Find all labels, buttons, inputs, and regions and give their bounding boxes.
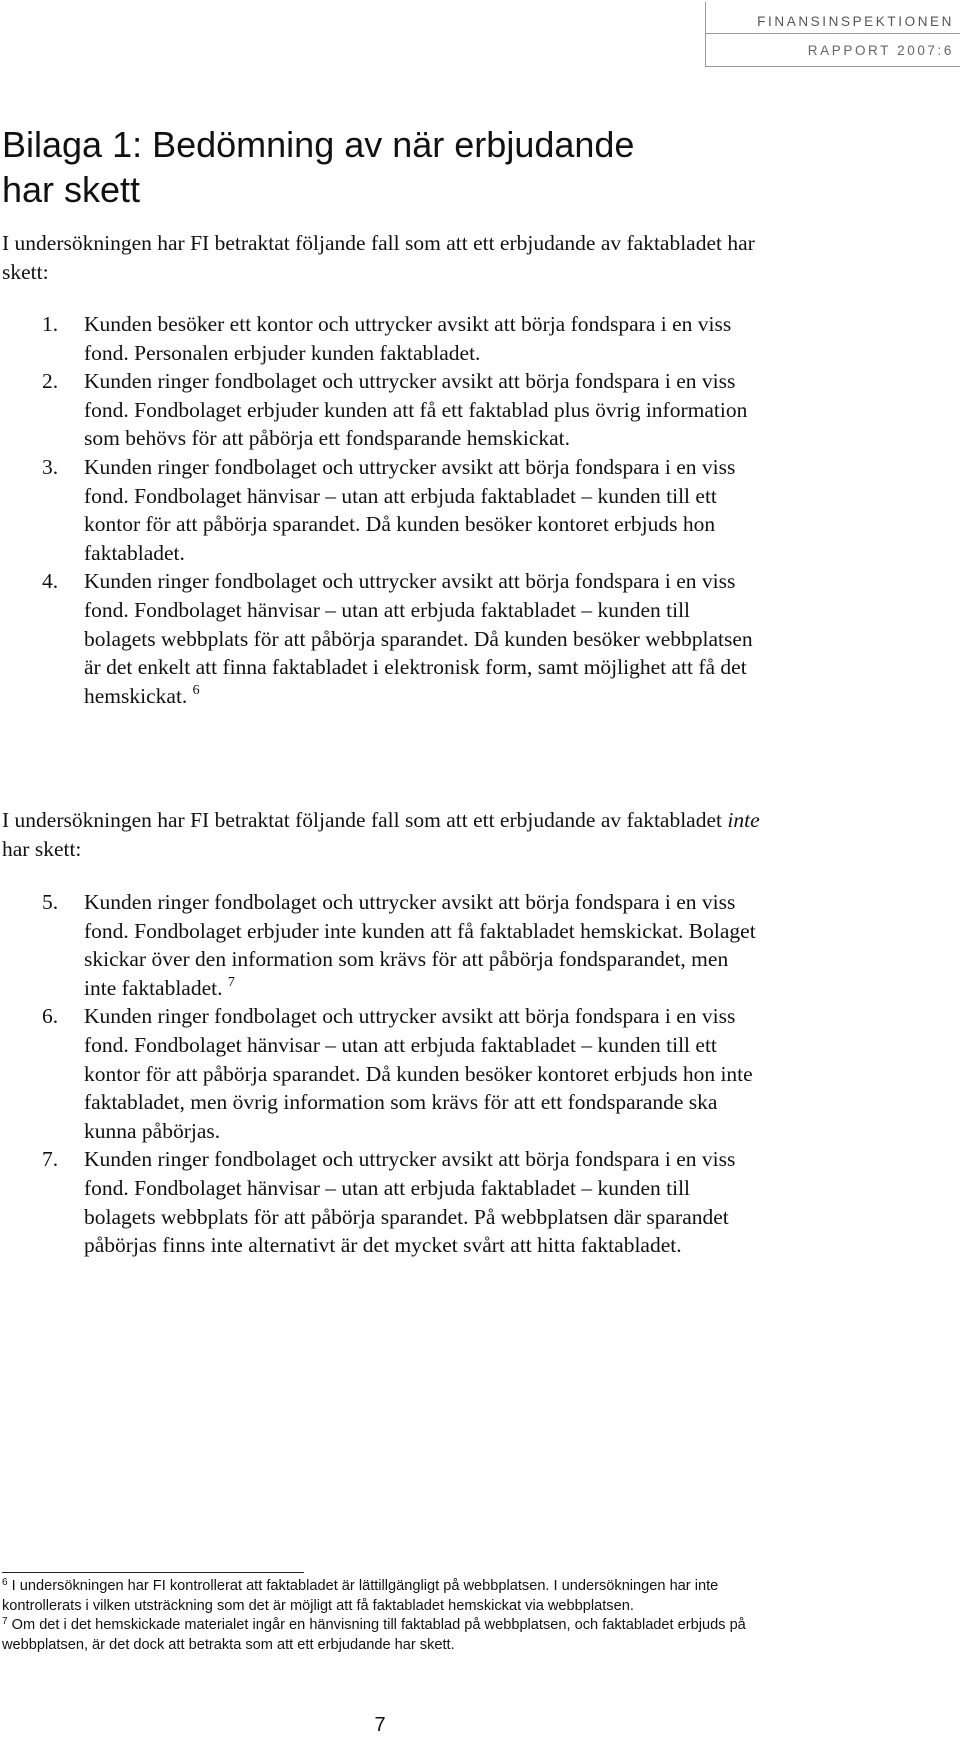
list-item-text: Kunden ringer fondbolaget och uttrycker avsikt att börja fondspara i en viss fond. Fondbolaget hänvisar – utan att erbjuda faktabladet – kunden till bolagets webbplats för att påbörja sparandet. Då kunden besöker webbplatsen är det enkelt att finna faktabladet i elektronisk form, samt möjlighet att få det hemskickat.	[84, 569, 753, 708]
list-item	[0, 367, 760, 453]
list-item-number: 5.	[42, 890, 59, 914]
list-item	[0, 888, 760, 1002]
list-item-number: 7.	[42, 1147, 59, 1172]
list-item-number: 1.	[42, 312, 59, 336]
list-item	[0, 1002, 760, 1145]
list-item	[0, 1145, 760, 1259]
list-item	[0, 567, 760, 710]
title-line-1: Bilaga 1: Bedömning av när erbjudande	[2, 124, 635, 165]
footnote-divider	[2, 1572, 304, 1573]
page-number: 7	[374, 1714, 386, 1736]
intro-paragraph-2	[2, 806, 762, 863]
footnotes	[2, 1577, 746, 1655]
footnote-number: 7	[2, 1616, 8, 1627]
intro2-emphasis: inte	[727, 808, 760, 832]
report-number: RAPPORT 2007:6	[807, 43, 954, 58]
intro-paragraph: I undersökningen har FI betraktat följande fall som att ett erbjudande av faktabladet har skett:	[2, 231, 755, 284]
list-item-text: Kunden ringer fondbolaget och uttrycker avsikt att börja fondspara i en viss fond. Fondbolaget erbjuder kunden att få ett faktablad plus övrig information som behövs för att påbörja ett fondsparande hemskickat.	[84, 369, 748, 451]
footnote-number: 6	[2, 1577, 8, 1588]
list-item-text: Kunden besöker ett kontor och uttrycker avsikt att börja fondspara i en viss fond. Personalen erbjuder kunden faktabladet.	[84, 312, 732, 365]
list-item-text: Kunden ringer fondbolaget och uttrycker avsikt att börja fondspara i en viss fond. Fondbolaget hänvisar – utan att erbjuda faktabladet – kunden till ett kontor för att påbörja sparandet. Då kunden besöker kontoret erbjuds hon inte faktabladet, men övrig information som krävs för att ett fondsparande ska kunna påbörjas.	[84, 1004, 753, 1143]
intro2-text: I undersökningen har FI betraktat följande fall som att ett erbjudande av faktabladet	[2, 808, 728, 832]
list-item-text: Kunden ringer fondbolaget och uttrycker avsikt att börja fondspara i en viss fond. Fondbolaget erbjuder inte kunden att få faktabladet hemskickat. Bolaget skickar över den information som krävs för att påbörja fondsparandet, men inte faktabladet.	[84, 890, 756, 1000]
page-title	[2, 122, 762, 212]
header-divider	[705, 33, 960, 34]
footnote-reference: 7	[227, 974, 235, 990]
footnote-text: Om det i det hemskickade materialet ingår en hänvisning till faktablad på webbplatsen, och faktabladet erbjuds på webbplatsen, är det dock att betrakta som att ett erbjudande har skett.	[2, 1617, 746, 1653]
intro2-text-end: har skett:	[2, 836, 82, 861]
list-item	[0, 310, 760, 367]
organization-name: FINANSINSPEKTIONEN	[757, 14, 954, 29]
offer-cases-list	[0, 310, 760, 710]
footnote	[2, 1616, 746, 1655]
footnote-text: I undersökningen har FI kontrollerat att faktabladet är lättillgängligt på webbplatsen. I undersökningen har inte kontrollerats i vilken utsträckning som det är möjligt att få faktabladet hemskickat via webbplatsen.	[2, 1578, 719, 1614]
list-item	[0, 453, 760, 567]
list-item-text: Kunden ringer fondbolaget och uttrycker avsikt att börja fondspara i en viss fond. Fondbolaget hänvisar – utan att erbjuda faktabladet – kunden till bolagets webbplats för att påbörja sparandet. På webbplatsen där sparandet påbörjas finns inte alternativt är det mycket svårt att hitta faktabladet.	[84, 1147, 736, 1258]
list-item-number: 6.	[42, 1004, 59, 1029]
list-item-text: Kunden ringer fondbolaget och uttrycker avsikt att börja fondspara i en viss fond. Fondbolaget hänvisar – utan att erbjuda faktabladet – kunden till ett kontor för att påbörja sparandet. Då kunden besöker kontoret erbjuds hon faktabladet.	[84, 454, 736, 565]
title-line-2: har skett	[2, 169, 141, 210]
list-item-number: 4.	[42, 569, 59, 594]
list-item-number: 3.	[42, 454, 59, 479]
no-offer-cases-list	[0, 888, 760, 1260]
footnote-reference: 6	[192, 682, 200, 698]
list-item-number: 2.	[42, 369, 59, 394]
footnote	[2, 1577, 746, 1616]
